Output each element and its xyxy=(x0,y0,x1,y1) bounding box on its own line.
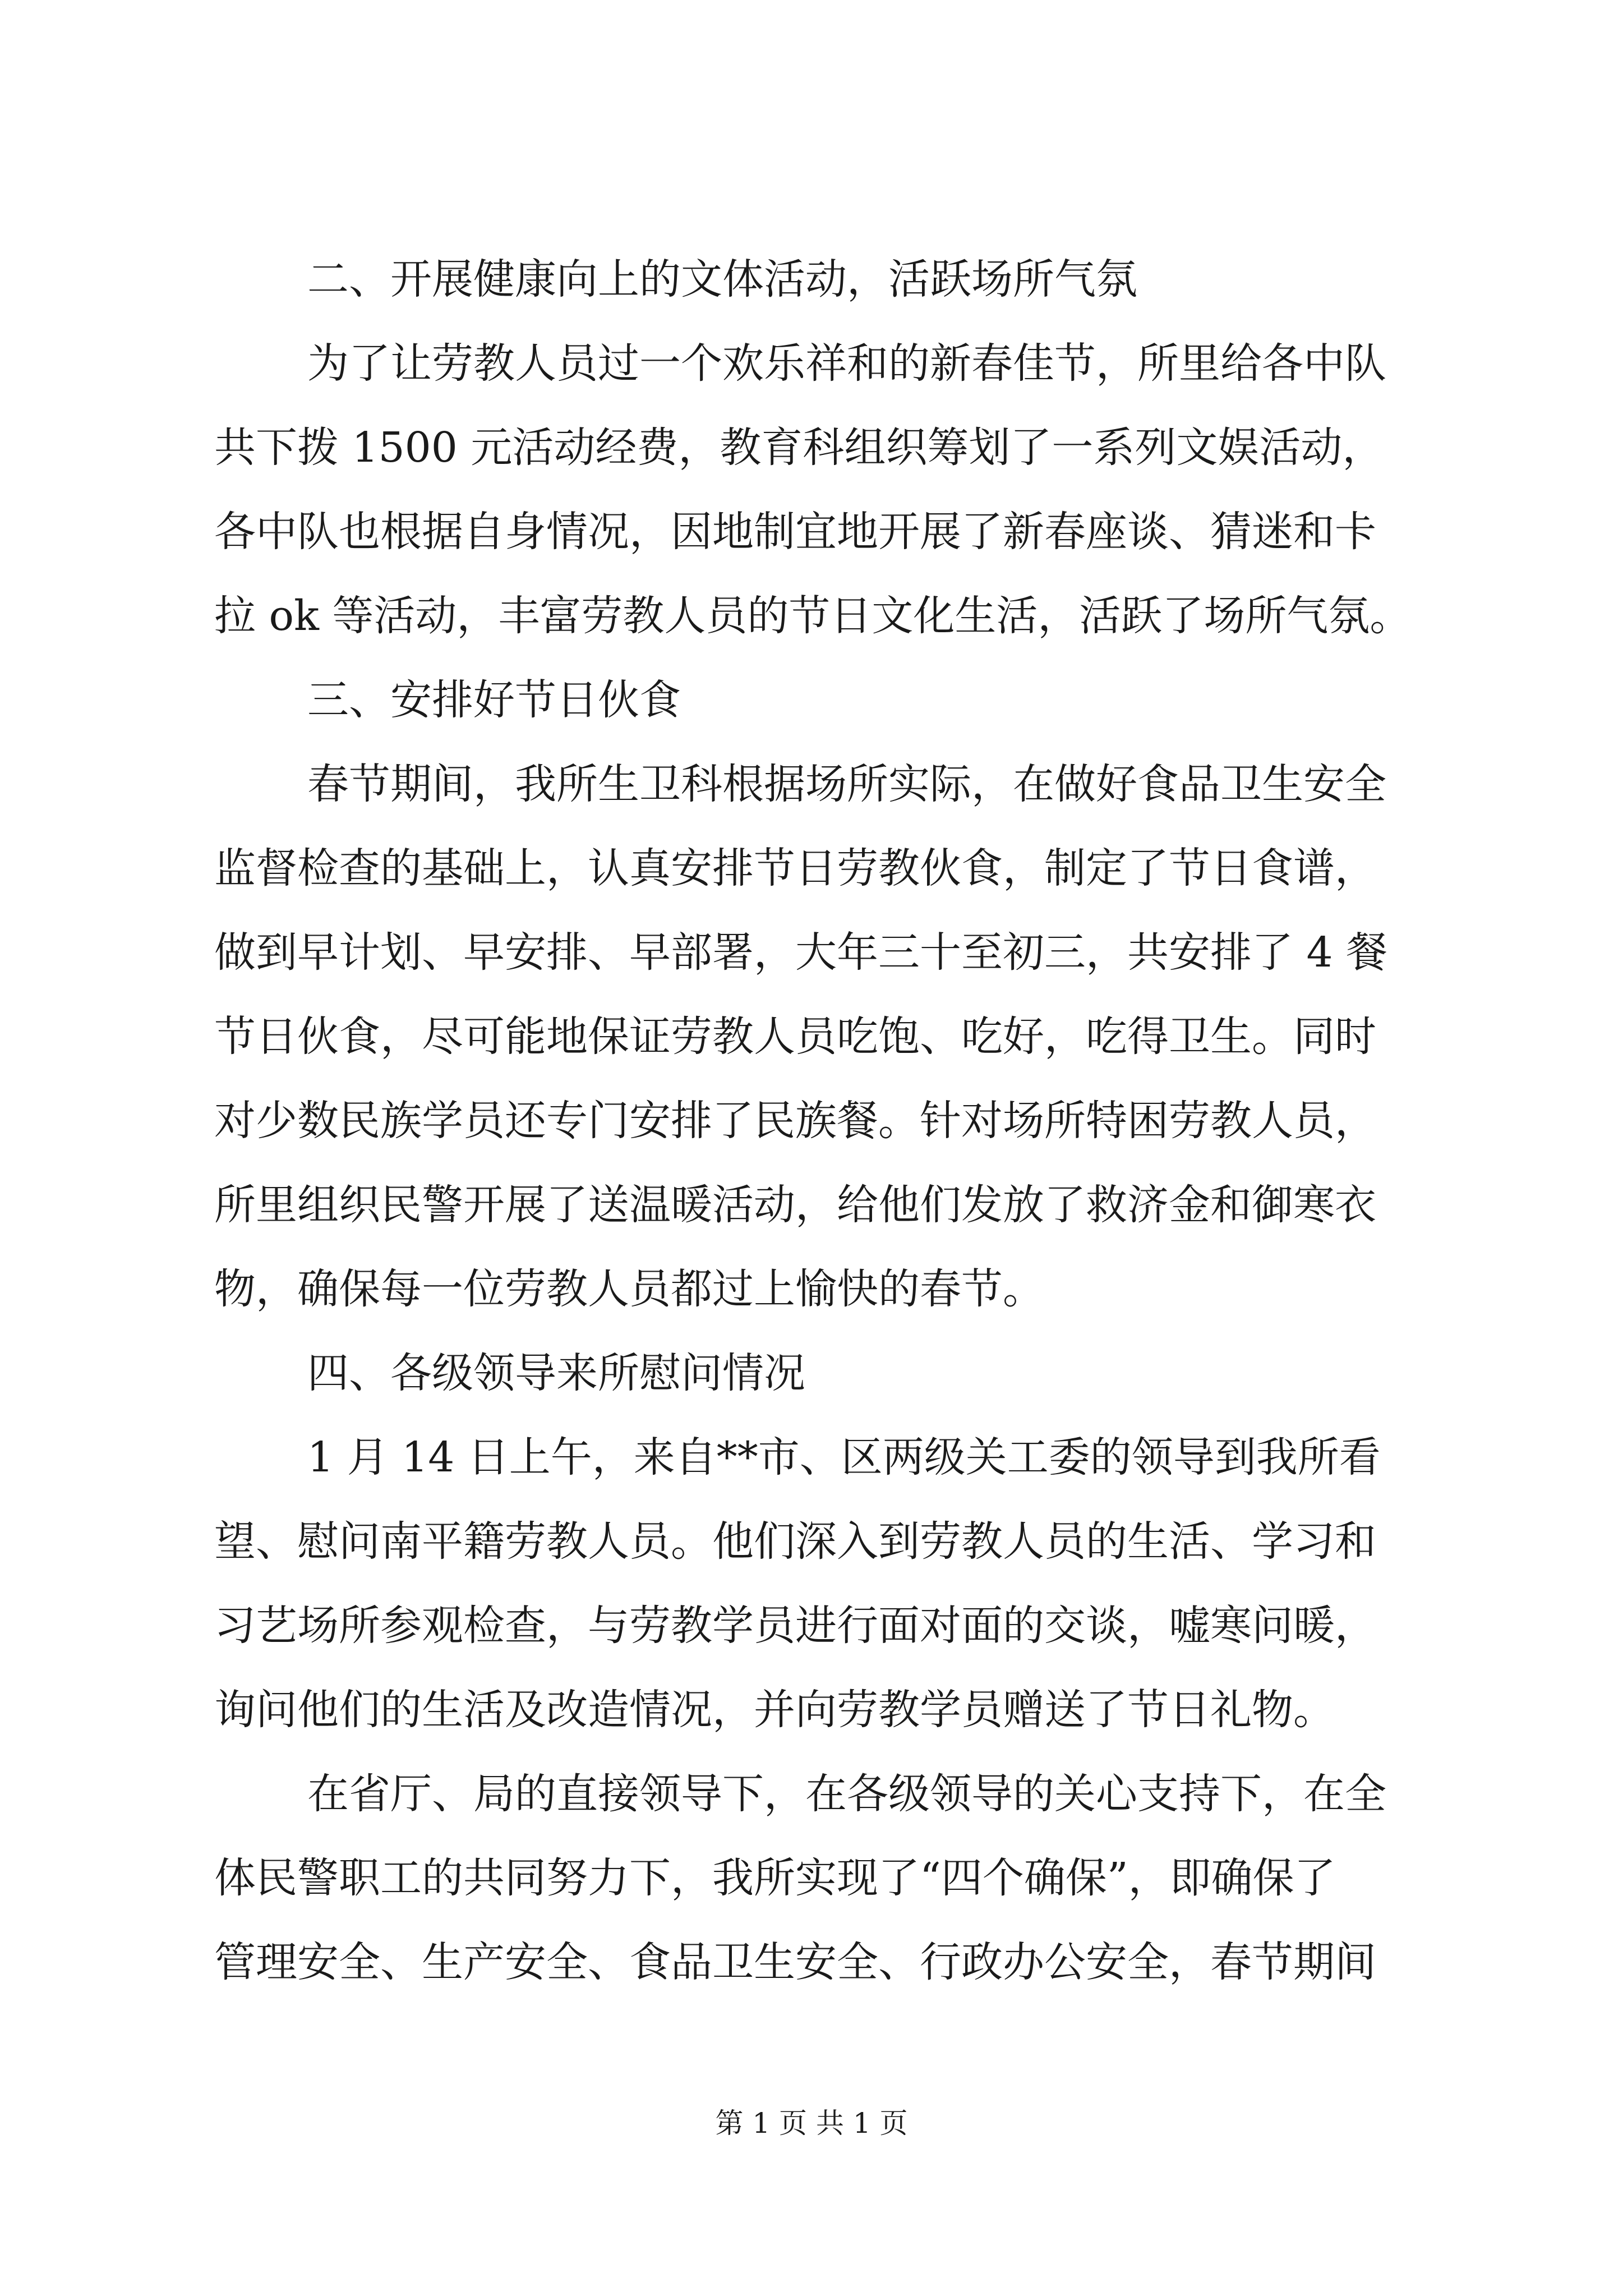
line-text: 二、开展健康向上的文体活动，活跃场所气氛 xyxy=(307,255,1137,303)
paragraph-line xyxy=(0,330,1623,397)
paragraph-line xyxy=(0,1929,1623,1996)
paragraph-line xyxy=(0,1003,1623,1070)
line-text: 体民警职工的共同努力下，我所实现了“四个确保”，即确保了 xyxy=(214,1854,1336,1902)
paragraph-line xyxy=(0,835,1623,902)
line-text: 询问他们的生活及改造情况，并向劳教学员赠送了节日礼物。 xyxy=(214,1686,1335,1734)
paragraph-line xyxy=(0,1171,1623,1239)
paragraph-line xyxy=(0,414,1623,481)
paragraph-line xyxy=(0,1592,1623,1659)
paragraph-line xyxy=(0,1676,1623,1743)
line-text: 春节期间，我所生卫科根据场所实际，在做好食品卫生安全 xyxy=(307,760,1386,808)
line-text: 习艺场所参观检查，与劳教学员进行面对面的交谈，嘘寒问暖， xyxy=(214,1602,1376,1650)
paragraph-line xyxy=(0,919,1623,986)
section-heading xyxy=(0,246,1623,313)
paragraph-line xyxy=(0,1255,1623,1323)
paragraph-line xyxy=(0,498,1623,565)
line-text: 三、安排好节日伙食 xyxy=(307,676,681,724)
paragraph-line xyxy=(0,582,1623,650)
section-heading xyxy=(0,1340,1623,1407)
line-text: 拉 ok 等活动，丰富劳教人员的节日文化生活，活跃了场所气氛。 xyxy=(214,592,1412,640)
line-text: 管理安全、生产安全、食品卫生安全、行政办公安全，春节期间 xyxy=(214,1938,1376,1986)
line-text: 1 月 14 日上午，来自**市、区两级关工委的领导到我所看 xyxy=(307,1433,1381,1481)
line-text: 四、各级领导来所慰问情况 xyxy=(307,1349,805,1397)
paragraph-line xyxy=(0,1844,1623,1912)
paragraph-line xyxy=(0,1087,1623,1154)
line-text: 共下拨 1500 元活动经费，教育科组织筹划了一系列文娱活动， xyxy=(214,424,1384,472)
line-text: 物，确保每一位劳教人员都过上愉快的春节。 xyxy=(214,1265,1044,1313)
line-text: 在省厅、局的直接领导下，在各级领导的关心支持下，在全 xyxy=(307,1770,1386,1818)
line-text: 各中队也根据自身情况，因地制宜地开展了新春座谈、猜迷和卡 xyxy=(214,508,1376,556)
line-text: 节日伙食，尽可能地保证劳教人员吃饱、吃好，吃得卫生。同时 xyxy=(214,1013,1376,1061)
line-text: 所里组织民警开展了送温暖活动，给他们发放了救济金和御寒衣 xyxy=(214,1181,1376,1229)
line-text: 监督检查的基础上，认真安排节日劳教伙食，制定了节日食谱， xyxy=(214,844,1376,892)
paragraph-line xyxy=(0,1424,1623,1491)
paragraph-line xyxy=(0,751,1623,818)
section-heading xyxy=(0,666,1623,734)
page-number-label: 第 1 页 共 1 页 xyxy=(715,2107,908,2139)
line-text: 望、慰问南平籍劳教人员。他们深入到劳教人员的生活、学习和 xyxy=(214,1517,1376,1566)
line-text: 对少数民族学员还专门安排了民族餐。针对场所特困劳教人员， xyxy=(214,1097,1376,1145)
paragraph-line xyxy=(0,1760,1623,1828)
page-footer xyxy=(0,2101,1623,2146)
line-text: 为了让劳教人员过一个欢乐祥和的新春佳节，所里给各中队 xyxy=(307,339,1386,388)
line-text: 做到早计划、早安排、早部署，大年三十至初三，共安排了 4 餐 xyxy=(214,928,1388,977)
paragraph-line xyxy=(0,1508,1623,1575)
